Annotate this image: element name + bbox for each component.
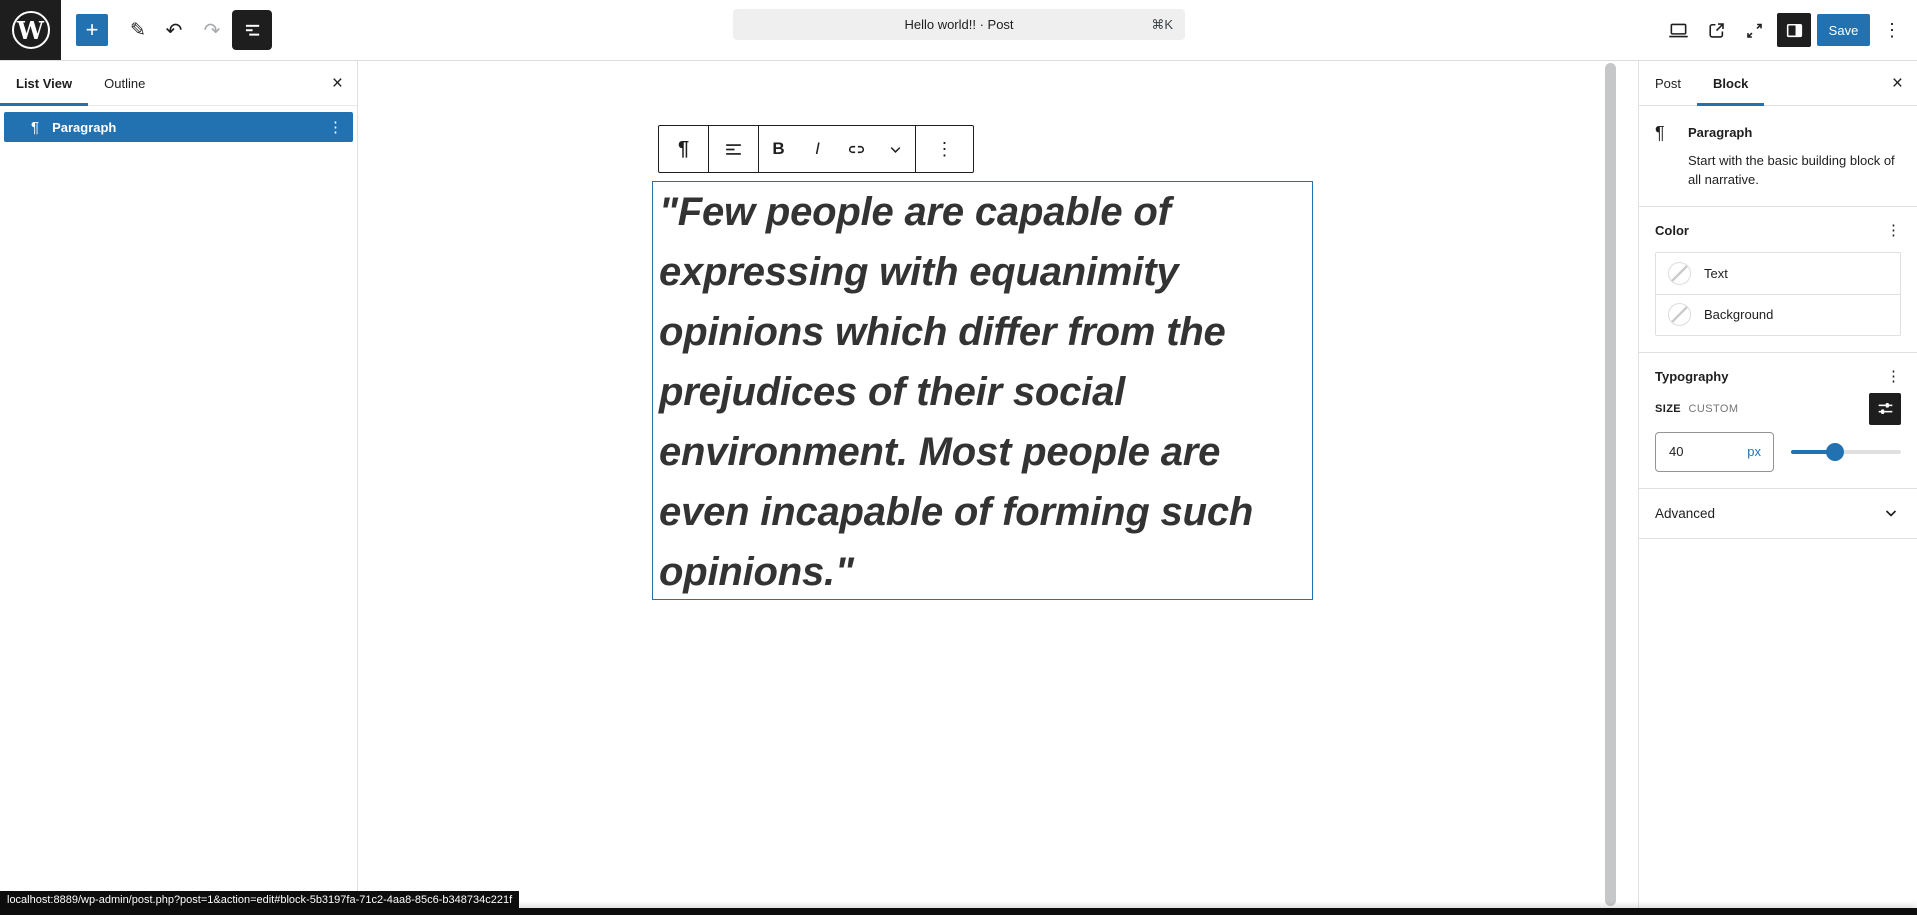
redo-button[interactable] <box>196 14 228 46</box>
document-title: Hello world!! · Post <box>904 17 1014 32</box>
overview-tab-bar <box>0 61 357 106</box>
align-button[interactable] <box>709 126 758 172</box>
paragraph-icon: ¶ <box>1655 123 1665 143</box>
italic-button[interactable] <box>798 126 837 172</box>
font-size-slider[interactable] <box>1791 443 1901 461</box>
no-color-swatch-icon <box>1668 262 1691 285</box>
ellipsis-icon: ⋮ <box>1886 367 1901 385</box>
typography-options-button[interactable] <box>1886 369 1901 384</box>
ellipsis-icon: ⋮ <box>935 139 954 159</box>
italic-icon: I <box>815 139 820 158</box>
block-card-section <box>1639 106 1917 207</box>
ellipsis-icon: ⋮ <box>1883 20 1901 40</box>
wordpress-menu-button[interactable] <box>0 0 61 60</box>
typography-section <box>1639 353 1917 489</box>
block-type-button[interactable] <box>659 126 708 172</box>
text-color-control[interactable] <box>1656 253 1900 294</box>
block-options-button[interactable] <box>916 126 973 172</box>
more-formats-button[interactable] <box>876 126 915 172</box>
undo-button[interactable] <box>158 14 190 46</box>
advanced-title: Advanced <box>1655 505 1716 521</box>
tab-list-view-label: List View <box>16 75 73 91</box>
close-sidebar-button[interactable] <box>1892 61 1903 106</box>
command-shortcut: ⌘K <box>1151 16 1173 32</box>
list-view-item-paragraph[interactable] <box>4 112 353 142</box>
bold-icon: B <box>772 139 785 158</box>
bold-button[interactable] <box>759 126 798 172</box>
tab-outline-label: Outline <box>104 75 146 91</box>
paragraph-icon: ¶ <box>31 118 40 136</box>
paragraph-block-text[interactable]: "Few people are capable of expressing with equanimity opinions which differ from the prejudices of their social environment. Most people are even incapable of forming such opinions." <box>659 190 1254 594</box>
block-toolbar <box>658 125 974 173</box>
editor-top-bar <box>0 0 1917 61</box>
typography-section-title: Typography <box>1655 368 1729 384</box>
tools-button[interactable] <box>122 14 154 46</box>
align-left-icon <box>723 139 744 160</box>
paragraph-icon: ¶ <box>677 137 690 160</box>
command-palette-button[interactable] <box>733 9 1185 40</box>
pencil-icon: ✎ <box>130 19 146 41</box>
tab-block-label: Block <box>1713 75 1749 91</box>
block-card-title: Paragraph <box>1688 125 1753 140</box>
tab-list-view[interactable] <box>0 61 88 105</box>
tab-post[interactable] <box>1639 61 1697 105</box>
undo-icon: ↶ <box>165 19 183 42</box>
browser-status-url: localhost:8889/wp-admin/post.php?post=1&action=edit#block-5b3197fa-71c2-4aa8-85c6-b348734c221f <box>0 891 519 909</box>
close-icon: × <box>1891 72 1903 94</box>
canvas-scrollbar[interactable] <box>1605 63 1616 906</box>
link-icon <box>846 139 867 160</box>
tab-post-label: Post <box>1655 75 1682 91</box>
sliders-icon <box>1875 398 1896 419</box>
save-button[interactable]: Save <box>1817 14 1870 46</box>
font-size-unit[interactable]: px <box>1747 444 1761 460</box>
list-view-icon <box>241 19 263 41</box>
size-label: SIZE <box>1655 402 1682 415</box>
document-overview-panel <box>0 61 358 908</box>
color-section-title: Color <box>1655 222 1689 238</box>
close-icon: × <box>331 72 343 94</box>
font-size-input-box <box>1655 432 1774 472</box>
document-overview-button[interactable] <box>232 10 272 50</box>
advanced-section-toggle[interactable] <box>1639 489 1917 539</box>
paragraph-block[interactable] <box>652 181 1313 600</box>
expand-icon <box>1744 20 1765 41</box>
text-color-label: Text <box>1704 265 1728 281</box>
fullscreen-button[interactable] <box>1738 14 1770 46</box>
color-section <box>1639 207 1917 353</box>
block-inserter-button[interactable] <box>76 14 108 46</box>
chevron-down-icon <box>886 140 905 159</box>
ellipsis-icon: ⋮ <box>1886 221 1901 239</box>
tab-outline[interactable] <box>88 61 161 105</box>
list-item-options-icon[interactable]: ⋮ <box>328 118 343 136</box>
chevron-down-icon <box>1881 503 1901 523</box>
sidebar-panel-icon <box>1784 20 1805 41</box>
size-mode-label: CUSTOM <box>1688 402 1739 415</box>
wordpress-logo-icon: W <box>12 11 50 49</box>
background-color-control[interactable] <box>1656 294 1900 335</box>
header-options-button[interactable] <box>1876 14 1908 46</box>
color-options-button[interactable] <box>1886 223 1901 238</box>
no-color-swatch-icon <box>1668 303 1691 326</box>
external-link-icon <box>1706 20 1727 41</box>
settings-sidebar-toggle[interactable] <box>1777 13 1811 47</box>
color-controls <box>1655 252 1901 336</box>
block-card-description: Start with the basic building block of all narrative. <box>1688 153 1895 187</box>
redo-icon: ↷ <box>203 19 221 42</box>
sidebar-tab-bar <box>1639 61 1917 106</box>
preview-device-button[interactable] <box>1662 14 1694 46</box>
background-color-label: Background <box>1704 307 1774 323</box>
set-custom-size-button[interactable] <box>1869 393 1901 425</box>
font-size-input[interactable] <box>1656 444 1726 459</box>
close-overview-button[interactable] <box>332 61 343 106</box>
link-button[interactable] <box>837 126 876 172</box>
settings-sidebar <box>1638 61 1917 908</box>
plus-icon: + <box>85 17 99 42</box>
tab-block[interactable] <box>1697 61 1764 105</box>
font-size-slider-thumb[interactable] <box>1826 443 1844 461</box>
bottom-edge-bar <box>0 908 1917 915</box>
view-post-button[interactable] <box>1700 14 1732 46</box>
desktop-icon <box>1668 20 1689 41</box>
list-view-item-label: Paragraph <box>52 119 117 135</box>
